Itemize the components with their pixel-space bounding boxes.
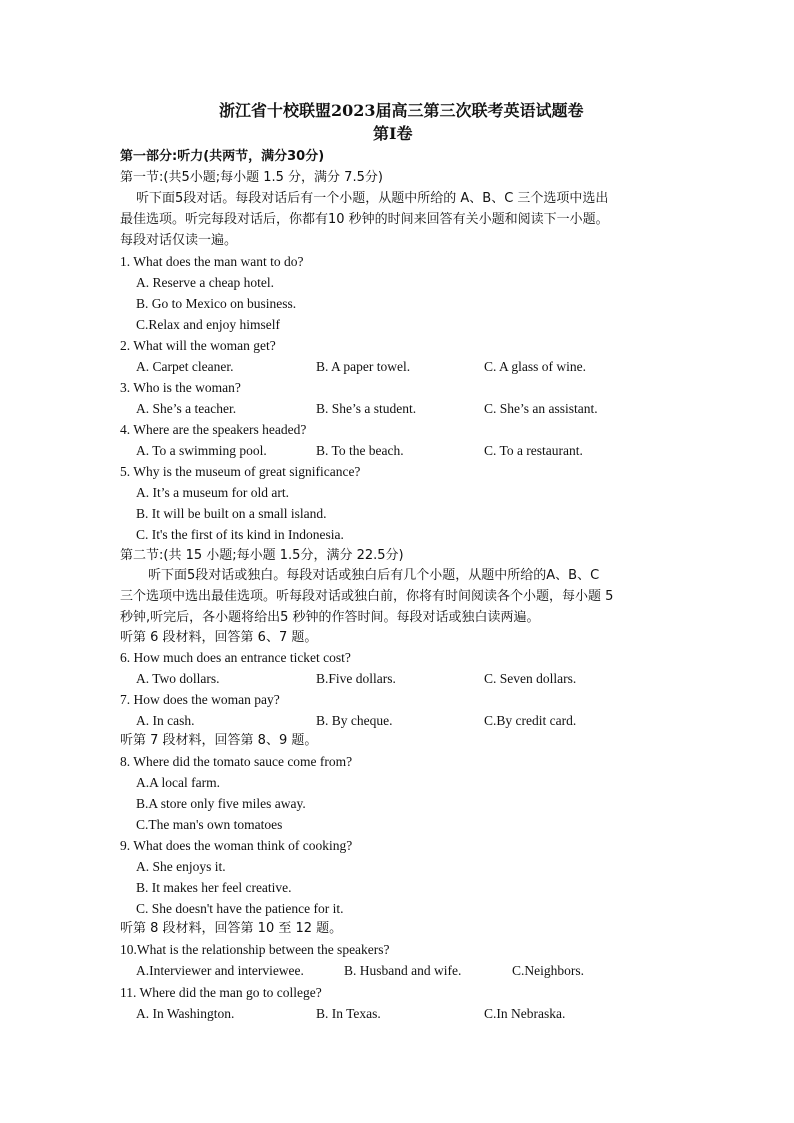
option-a: A. Carpet cleaner. (136, 359, 234, 374)
option-a: A. Reserve a cheap hotel. (136, 275, 274, 290)
question-stem: 1. What does the man want to do? (120, 254, 304, 269)
option-b: B. To the beach. (316, 443, 404, 458)
option-a: A.A local farm. (136, 775, 220, 790)
question-stem: 3. Who is the woman? (120, 380, 241, 395)
option-c: C.The man's own tomatoes (136, 817, 283, 832)
section1-instruction-line: 每段对话仅读一遍。 (120, 233, 238, 248)
option-a: A. In Washington. (136, 1006, 235, 1021)
option-b: B. It will be built on a small island. (136, 506, 327, 521)
option-b: B.Five dollars. (316, 671, 396, 686)
section2-instruction-line: 秒钟,听完后，各小题将给出5 秒钟的作答时间。每段对话或独白读两遍。 (120, 610, 540, 625)
option-c: C.Relax and enjoy himself (136, 317, 280, 332)
option-a: A. In cash. (136, 713, 195, 728)
option-c: C. To a restaurant. (484, 443, 583, 458)
question-stem: 7. How does the woman pay? (120, 692, 280, 707)
option-a: A. It’s a museum for old art. (136, 485, 289, 500)
material-heading: 听第 8 段材料，回答第 10 至 12 题。 (120, 921, 343, 936)
question-stem: 11. Where did the man go to college? (120, 985, 322, 1000)
part-heading: 第一部分:听力(共两节，满分30分) (120, 149, 325, 164)
question-stem: 8. Where did the tomato sauce come from? (120, 754, 353, 769)
question-stem: 2. What will the woman get? (120, 338, 276, 353)
option-a: A. To a swimming pool. (136, 443, 267, 458)
option-c: C.By credit card. (484, 713, 577, 728)
volume-label: 第Ⅰ卷 (373, 124, 413, 143)
question-stem: 9. What does the woman think of cooking? (120, 838, 353, 853)
section2-instruction-line: 三个选项中选出最佳选项。听每段对话或独白前，你将有时间阅读各个小题，每小题 5 (120, 589, 614, 604)
option-c: C. Seven dollars. (484, 671, 577, 686)
exam-title: 浙江省十校联盟2023届高三第三次联考英语试题卷 (219, 101, 584, 120)
option-a: A. She enjoys it. (136, 859, 226, 874)
option-b: B. By cheque. (316, 713, 393, 728)
option-b: B. She’s a student. (316, 401, 417, 416)
option-c: C.In Nebraska. (484, 1006, 566, 1021)
option-b: B. It makes her feel creative. (136, 880, 292, 895)
option-b: B. Go to Mexico on business. (136, 296, 297, 311)
section2-instruction-line: 听下面5段对话或独白。每段对话或独白后有几个小题，从题中所给的A、B、C (148, 568, 600, 583)
option-c: C.Neighbors. (512, 963, 584, 978)
section1-instruction-line: 最佳选项。听完每段对话后，你都有10 秒钟的时间来回答有关小题和阅读下一小题。 (120, 212, 609, 227)
option-c: C. A glass of wine. (484, 359, 587, 374)
option-b: B. In Texas. (316, 1006, 381, 1021)
option-a: A. She’s a teacher. (136, 401, 237, 416)
option-b: B. Husband and wife. (344, 963, 462, 978)
question-stem: 4. Where are the speakers headed? (120, 422, 307, 437)
section2-heading: 第二节:(共 15 小题;每小题 1.5分，满分 22.5分) (120, 548, 404, 563)
option-b: B. A paper towel. (316, 359, 411, 374)
question-stem: 6. How much does an entrance ticket cost? (120, 650, 351, 665)
option-a: A.Interviewer and interviewee. (136, 963, 304, 978)
option-b: B.A store only five miles away. (136, 796, 306, 811)
option-a: A. Two dollars. (136, 671, 220, 686)
question-stem: 5. Why is the museum of great significance? (120, 464, 361, 479)
material-heading: 听第 7 段材料，回答第 8、9 题。 (120, 733, 318, 748)
section1-instruction-line: 听下面5段对话。每段对话后有一个小题，从题中所给的 A、B、C 三个选项中选出 (136, 191, 609, 206)
material-heading: 听第 6 段材料，回答第 6、7 题。 (120, 630, 318, 645)
option-c: C. She’s an assistant. (484, 401, 598, 416)
option-c: C. It's the first of its kind in Indonesia. (136, 527, 344, 542)
question-stem: 10.What is the relationship between the speakers? (120, 942, 390, 957)
section1-heading: 第一节:(共5小题;每小题 1.5 分，满分 7.5分) (120, 170, 383, 185)
option-c: C. She doesn't have the patience for it. (136, 901, 344, 916)
